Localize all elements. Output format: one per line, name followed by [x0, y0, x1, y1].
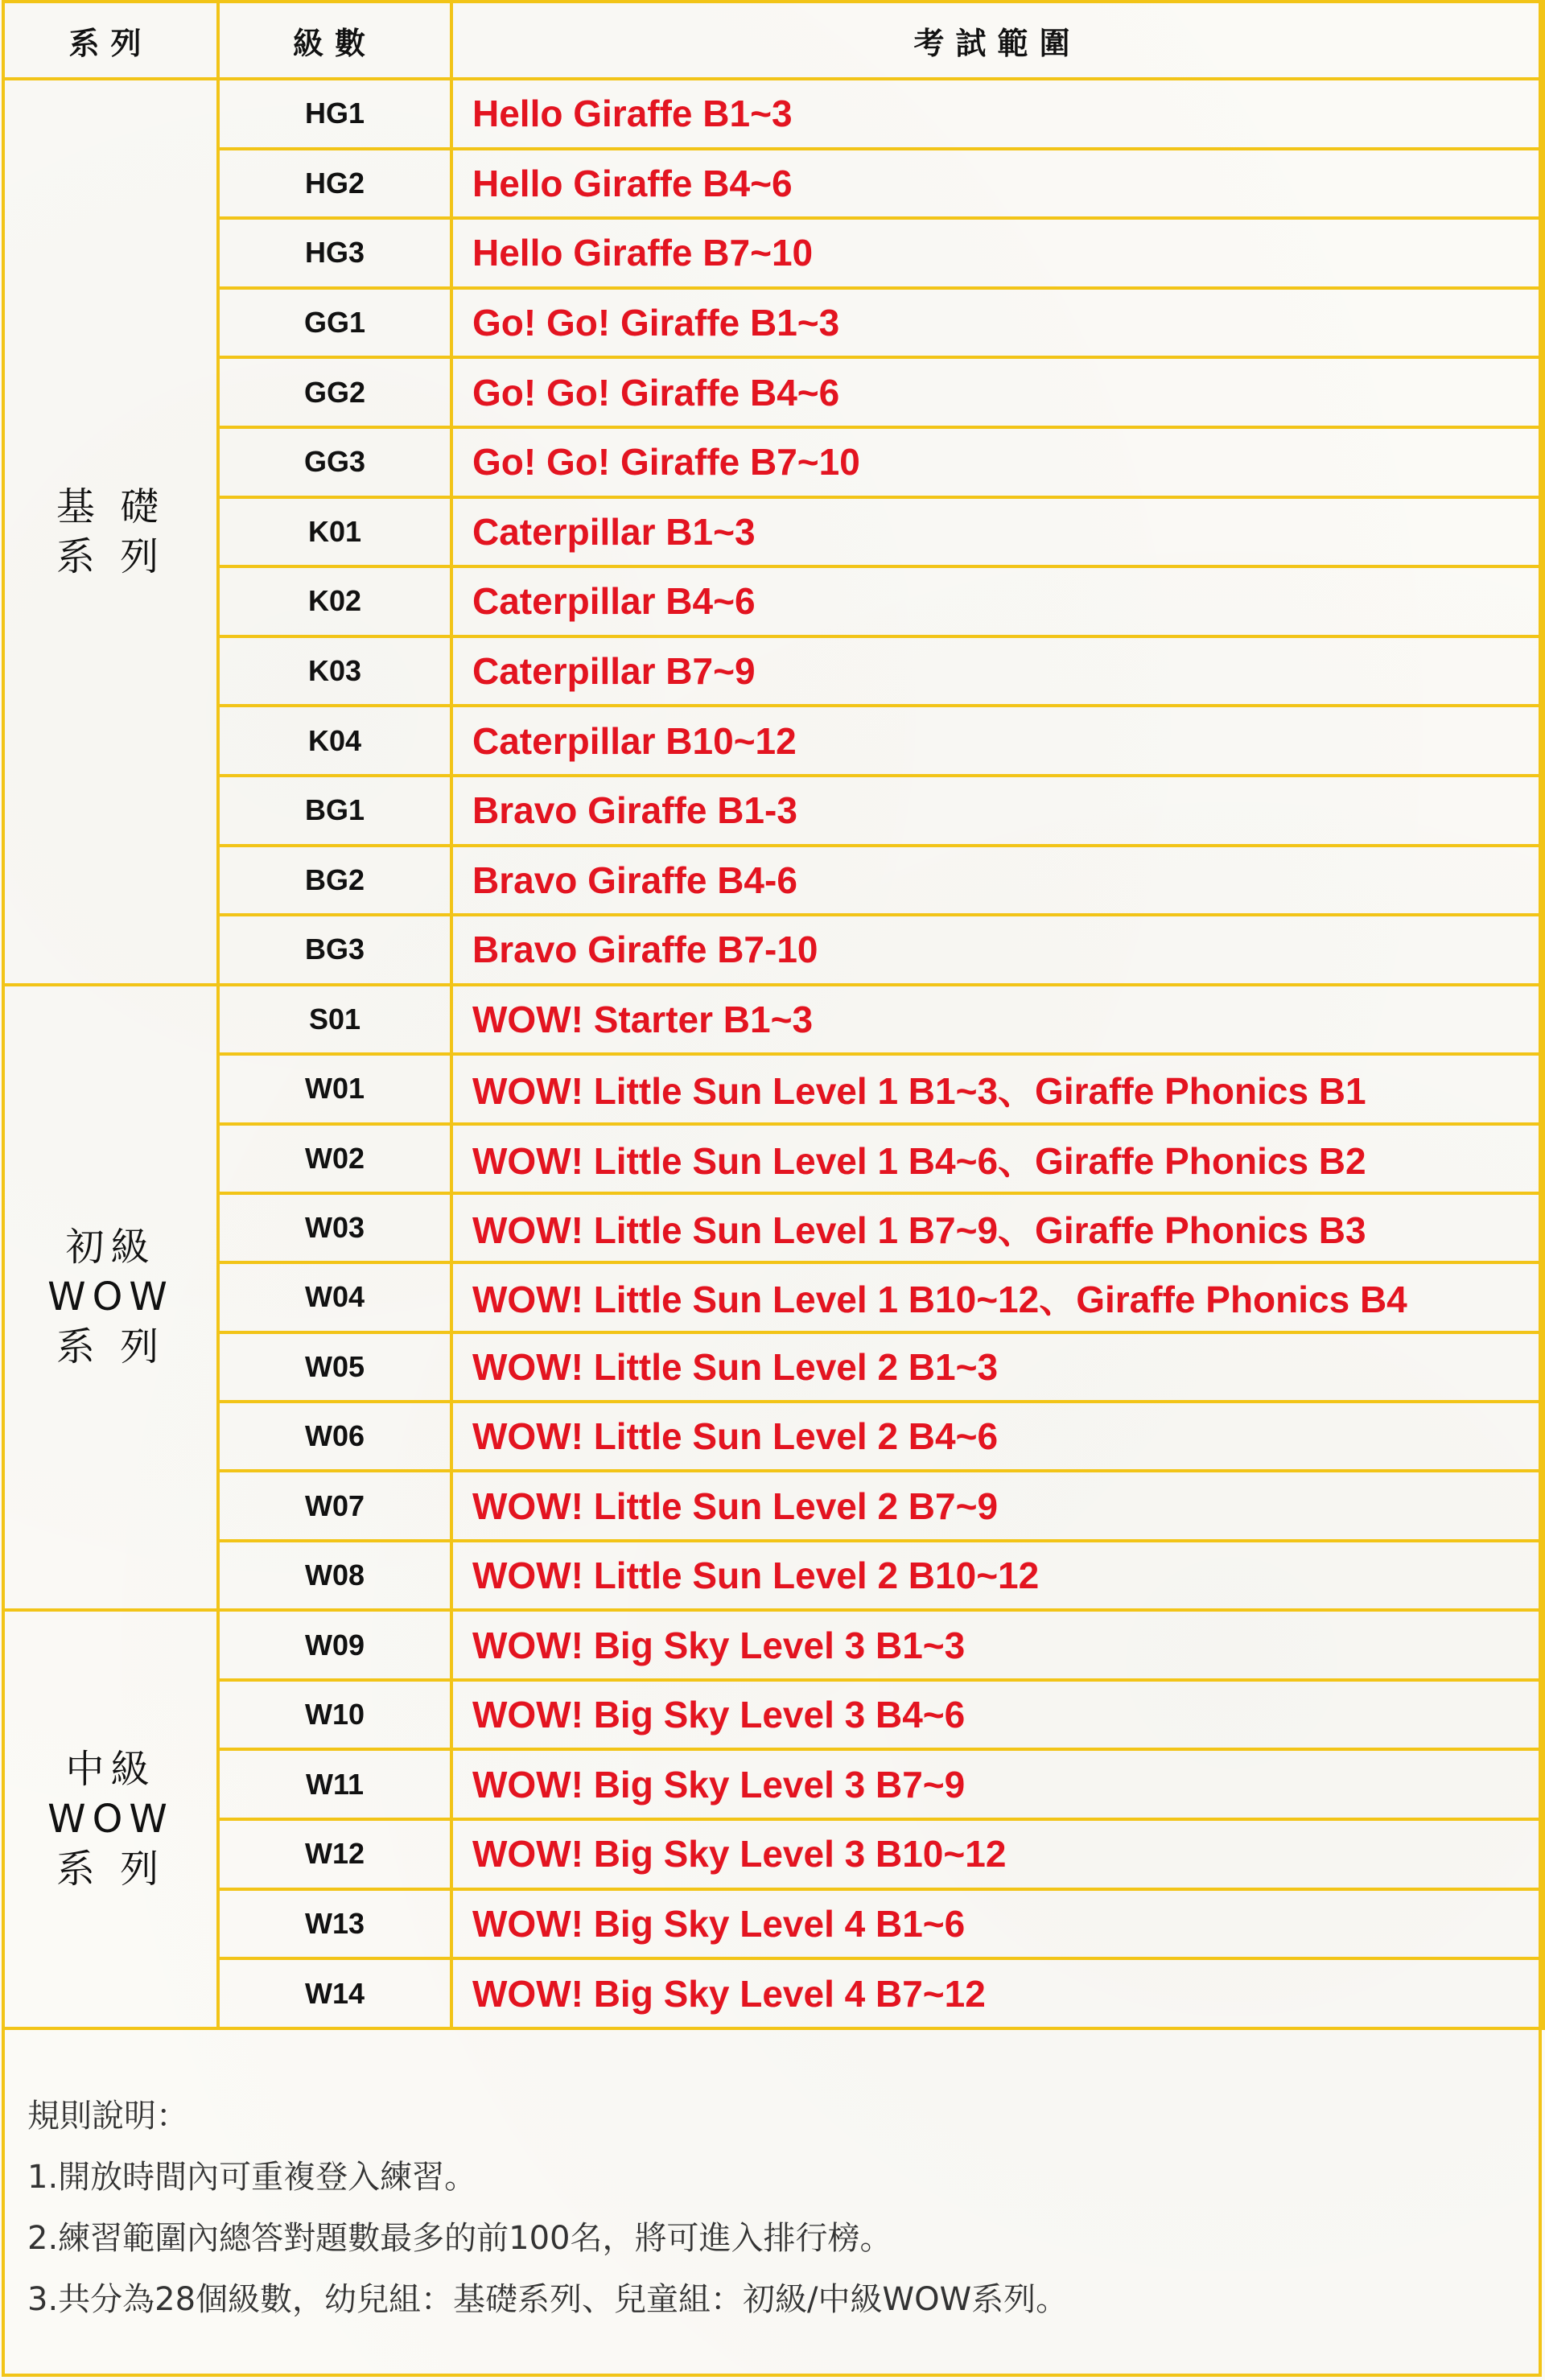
table-row [3, 706, 1543, 776]
table-row [3, 1124, 1543, 1193]
level-cell: K02 [218, 566, 451, 636]
range-cell: Caterpillar B7~9 [451, 636, 1543, 706]
range-cell: Caterpillar B10~12 [451, 706, 1543, 776]
series-label-line: 基 礎 [56, 484, 166, 529]
table-row [3, 1471, 1543, 1540]
header-range: 考試範圍 [451, 2, 1543, 79]
level-cell: W14 [218, 1958, 451, 2028]
range-cell: Bravo Giraffe B7-10 [451, 915, 1543, 985]
table-row [3, 357, 1543, 427]
range-cell: WOW! Big Sky Level 4 B7~12 [451, 1958, 1543, 2028]
series-label-line: 系 列 [56, 1324, 166, 1370]
series-label-line: WOW [47, 1274, 174, 1320]
rule-item: 3.共分為28個級數，幼兒組：基礎系列、兒童組：初級/中級WOW系列。 [27, 2281, 1069, 2318]
table-row [3, 1332, 1543, 1402]
rule-item: 1.開放時間內可重複登入練習。 [27, 2159, 477, 2196]
table-row [3, 1610, 1543, 1680]
range-cell: WOW! Starter B1~3 [451, 985, 1543, 1054]
table-row [3, 776, 1543, 846]
table-row [3, 846, 1543, 916]
level-cell: W09 [218, 1610, 451, 1680]
level-cell: W08 [218, 1541, 451, 1610]
level-cell: S01 [218, 985, 451, 1054]
level-cell: BG2 [218, 846, 451, 916]
level-cell: W11 [218, 1749, 451, 1819]
table-row [3, 566, 1543, 636]
range-cell: WOW! Little Sun Level 2 B10~12 [451, 1541, 1543, 1610]
range-cell: WOW! Little Sun Level 2 B7~9 [451, 1471, 1543, 1540]
range-cell: Hello Giraffe B7~10 [451, 218, 1543, 288]
range-cell: WOW! Big Sky Level 3 B10~12 [451, 1819, 1543, 1889]
range-cell: Caterpillar B4~6 [451, 566, 1543, 636]
level-cell: K01 [218, 497, 451, 567]
level-cell: W13 [218, 1889, 451, 1959]
range-cell: WOW! Big Sky Level 3 B7~9 [451, 1749, 1543, 1819]
range-cell: Caterpillar B1~3 [451, 497, 1543, 567]
range-cell: WOW! Little Sun Level 1 B1~3、Giraffe Phonics B1 [451, 1054, 1543, 1123]
series-label-line: WOW [47, 1797, 174, 1843]
table-row [3, 1749, 1543, 1819]
range-cell: WOW! Little Sun Level 1 B7~9、Giraffe Phonics B3 [451, 1193, 1543, 1262]
table-row [3, 1819, 1543, 1889]
level-cell: W06 [218, 1402, 451, 1471]
header-series: 系列 [3, 2, 218, 79]
level-cell: W07 [218, 1471, 451, 1540]
series-label-line: 中級 [65, 1747, 156, 1793]
range-cell: WOW! Little Sun Level 1 B4~6、Giraffe Phonics B2 [451, 1124, 1543, 1193]
rules-section [27, 2086, 1516, 2330]
range-cell: WOW! Big Sky Level 3 B1~3 [451, 1610, 1543, 1680]
table-row [3, 79, 1543, 149]
table-row [3, 1262, 1543, 1332]
series-cell [3, 79, 218, 985]
range-cell: WOW! Little Sun Level 2 B1~3 [451, 1332, 1543, 1402]
level-cell: GG2 [218, 357, 451, 427]
range-cell: Hello Giraffe B4~6 [451, 149, 1543, 219]
level-cell: HG1 [218, 79, 451, 149]
range-cell: Hello Giraffe B1~3 [451, 79, 1543, 149]
range-cell: Bravo Giraffe B4-6 [451, 846, 1543, 916]
table-row [3, 636, 1543, 706]
header-level: 級數 [218, 2, 451, 79]
level-cell: HG3 [218, 218, 451, 288]
rule-item: 2.練習範圍內總答對題數最多的前100名，將可進入排行榜。 [27, 2220, 892, 2257]
level-cell: W02 [218, 1124, 451, 1193]
range-cell: Bravo Giraffe B1-3 [451, 776, 1543, 846]
range-cell: Go! Go! Giraffe B7~10 [451, 427, 1543, 497]
table-row [3, 497, 1543, 567]
table-row [3, 288, 1543, 358]
series-label-line: 初級 [65, 1225, 156, 1270]
level-cell: GG1 [218, 288, 451, 358]
range-cell: Go! Go! Giraffe B4~6 [451, 357, 1543, 427]
table-row [3, 1958, 1543, 2028]
level-cell: W05 [218, 1332, 451, 1402]
table-body [3, 79, 1543, 2028]
level-cell: W03 [218, 1193, 451, 1262]
table-row [3, 1402, 1543, 1471]
table-row [3, 149, 1543, 219]
level-cell: W04 [218, 1262, 451, 1332]
level-cell: BG1 [218, 776, 451, 846]
rules-title: 規則說明： [27, 2098, 188, 2135]
series-label-line: 系 列 [56, 533, 166, 579]
range-cell: WOW! Little Sun Level 1 B10~12、Giraffe Phonics B4 [451, 1262, 1543, 1332]
level-cell: K04 [218, 706, 451, 776]
level-cell: GG3 [218, 427, 451, 497]
table-row [3, 985, 1543, 1054]
table-row [3, 915, 1543, 985]
table-header [3, 2, 1543, 79]
table-row [3, 1680, 1543, 1750]
series-cell [3, 1610, 218, 2028]
table-row [3, 1889, 1543, 1959]
level-cell: W10 [218, 1680, 451, 1750]
exam-range-table [2, 0, 1545, 2030]
table-row [3, 1193, 1543, 1262]
range-cell: WOW! Big Sky Level 4 B1~6 [451, 1889, 1543, 1959]
level-cell: W12 [218, 1819, 451, 1889]
range-cell: WOW! Little Sun Level 2 B4~6 [451, 1402, 1543, 1471]
level-cell: K03 [218, 636, 451, 706]
level-cell: W01 [218, 1054, 451, 1123]
table-row [3, 427, 1543, 497]
table-row [3, 1054, 1543, 1123]
series-label-line: 系 列 [56, 1847, 166, 1892]
range-cell: Go! Go! Giraffe B1~3 [451, 288, 1543, 358]
range-cell: WOW! Big Sky Level 3 B4~6 [451, 1680, 1543, 1750]
level-cell: BG3 [218, 915, 451, 985]
series-cell [3, 985, 218, 1611]
table-row [3, 1541, 1543, 1610]
table-row [3, 218, 1543, 288]
level-cell: HG2 [218, 149, 451, 219]
